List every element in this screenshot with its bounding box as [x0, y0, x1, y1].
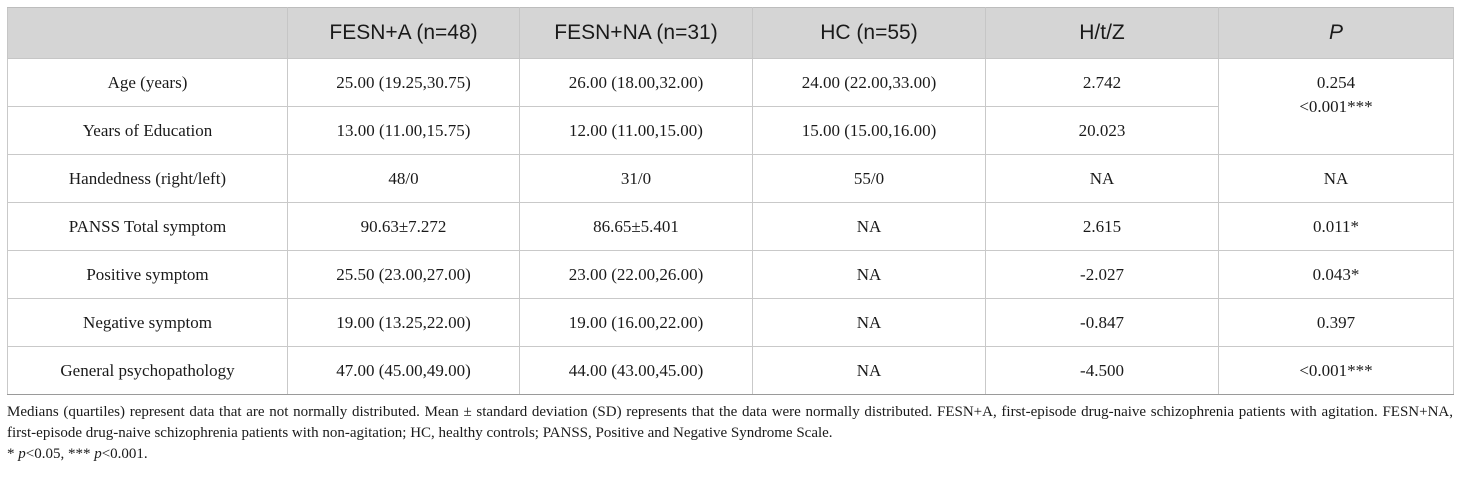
table-footnote	[7, 402, 1453, 465]
row-label: Handedness (right/left)	[8, 155, 288, 203]
cell-fesn-na: 31/0	[520, 155, 753, 203]
cell-fesn-na: 12.00 (11.00,15.00)	[520, 107, 753, 155]
cell-hc: NA	[753, 299, 986, 347]
cell-fesn-a: 25.50 (23.00,27.00)	[288, 251, 520, 299]
header-hc: HC (n=55)	[753, 8, 986, 59]
row-label: Positive symptom	[8, 251, 288, 299]
footnote-sig-prefix: *	[7, 446, 19, 462]
table-row	[8, 155, 1454, 203]
cell-hc: 55/0	[753, 155, 986, 203]
header-htz: H/t/Z	[986, 8, 1219, 59]
cell-p: 0.397	[1219, 299, 1454, 347]
cell-htz: 2.742	[986, 59, 1219, 107]
cell-p: <0.001***	[1219, 347, 1454, 395]
cell-fesn-a: 13.00 (11.00,15.75)	[288, 107, 520, 155]
cell-fesn-na: 19.00 (16.00,22.00)	[520, 299, 753, 347]
results-table-container	[7, 7, 1453, 395]
table-row	[8, 299, 1454, 347]
cell-fesn-a: 48/0	[288, 155, 520, 203]
row-label: Negative symptom	[8, 299, 288, 347]
row-label: PANSS Total symptom	[8, 203, 288, 251]
cell-htz: NA	[986, 155, 1219, 203]
table-row	[8, 347, 1454, 395]
cell-fesn-na: 86.65±5.401	[520, 203, 753, 251]
p-value-age: 0.254	[1316, 73, 1356, 92]
cell-htz: -2.027	[986, 251, 1219, 299]
footnote-sig-05: <0.05, ***	[25, 446, 95, 462]
footnote-p-symbol: p	[18, 446, 26, 462]
header-blank	[8, 8, 288, 59]
cell-fesn-a: 19.00 (13.25,22.00)	[288, 299, 520, 347]
cell-fesn-na: 23.00 (22.00,26.00)	[520, 251, 753, 299]
cell-p: 0.043*	[1219, 251, 1454, 299]
cell-fesn-na: 44.00 (43.00,45.00)	[520, 347, 753, 395]
p-value-education: <0.001***	[1299, 97, 1373, 116]
cell-fesn-a: 25.00 (19.25,30.75)	[288, 59, 520, 107]
cell-fesn-na: 26.00 (18.00,32.00)	[520, 59, 753, 107]
cell-p: NA	[1219, 155, 1454, 203]
cell-p: 0.011*	[1219, 203, 1454, 251]
cell-p-merged	[1219, 59, 1454, 155]
cell-hc: 15.00 (15.00,16.00)	[753, 107, 986, 155]
row-label: General psychopathology	[8, 347, 288, 395]
header-fesn-na: FESN+NA (n=31)	[520, 8, 753, 59]
table-row	[8, 251, 1454, 299]
cell-htz: 2.615	[986, 203, 1219, 251]
cell-hc: NA	[753, 347, 986, 395]
footnote-text: Medians (quartiles) represent data that are not normally distributed. Mean ± standard deviation (SD) represents that the data were normally distributed. FESN+A, first-episode drug-naive schizophrenia patients with agitation. FESN+NA, first-episode drug-naive schizophrenia patients with non-agitation; HC, healthy controls; PANSS, Positive and Negative Syndrome Scale.	[7, 404, 1453, 441]
cell-fesn-a: 47.00 (45.00,49.00)	[288, 347, 520, 395]
cell-hc: NA	[753, 203, 986, 251]
cell-htz: -0.847	[986, 299, 1219, 347]
row-label: Age (years)	[8, 59, 288, 107]
footnote-sig-001: <0.001.	[101, 446, 148, 462]
table-row	[8, 203, 1454, 251]
cell-hc: NA	[753, 251, 986, 299]
row-label: Years of Education	[8, 107, 288, 155]
table-row	[8, 59, 1454, 107]
footnote-p-symbol: p	[94, 446, 102, 462]
cell-htz: -4.500	[986, 347, 1219, 395]
cell-fesn-a: 90.63±7.272	[288, 203, 520, 251]
header-row	[8, 8, 1454, 59]
cell-htz: 20.023	[986, 107, 1219, 155]
header-fesn-a: FESN+A (n=48)	[288, 8, 520, 59]
header-p: P	[1219, 8, 1454, 59]
results-table	[7, 7, 1454, 395]
cell-hc: 24.00 (22.00,33.00)	[753, 59, 986, 107]
